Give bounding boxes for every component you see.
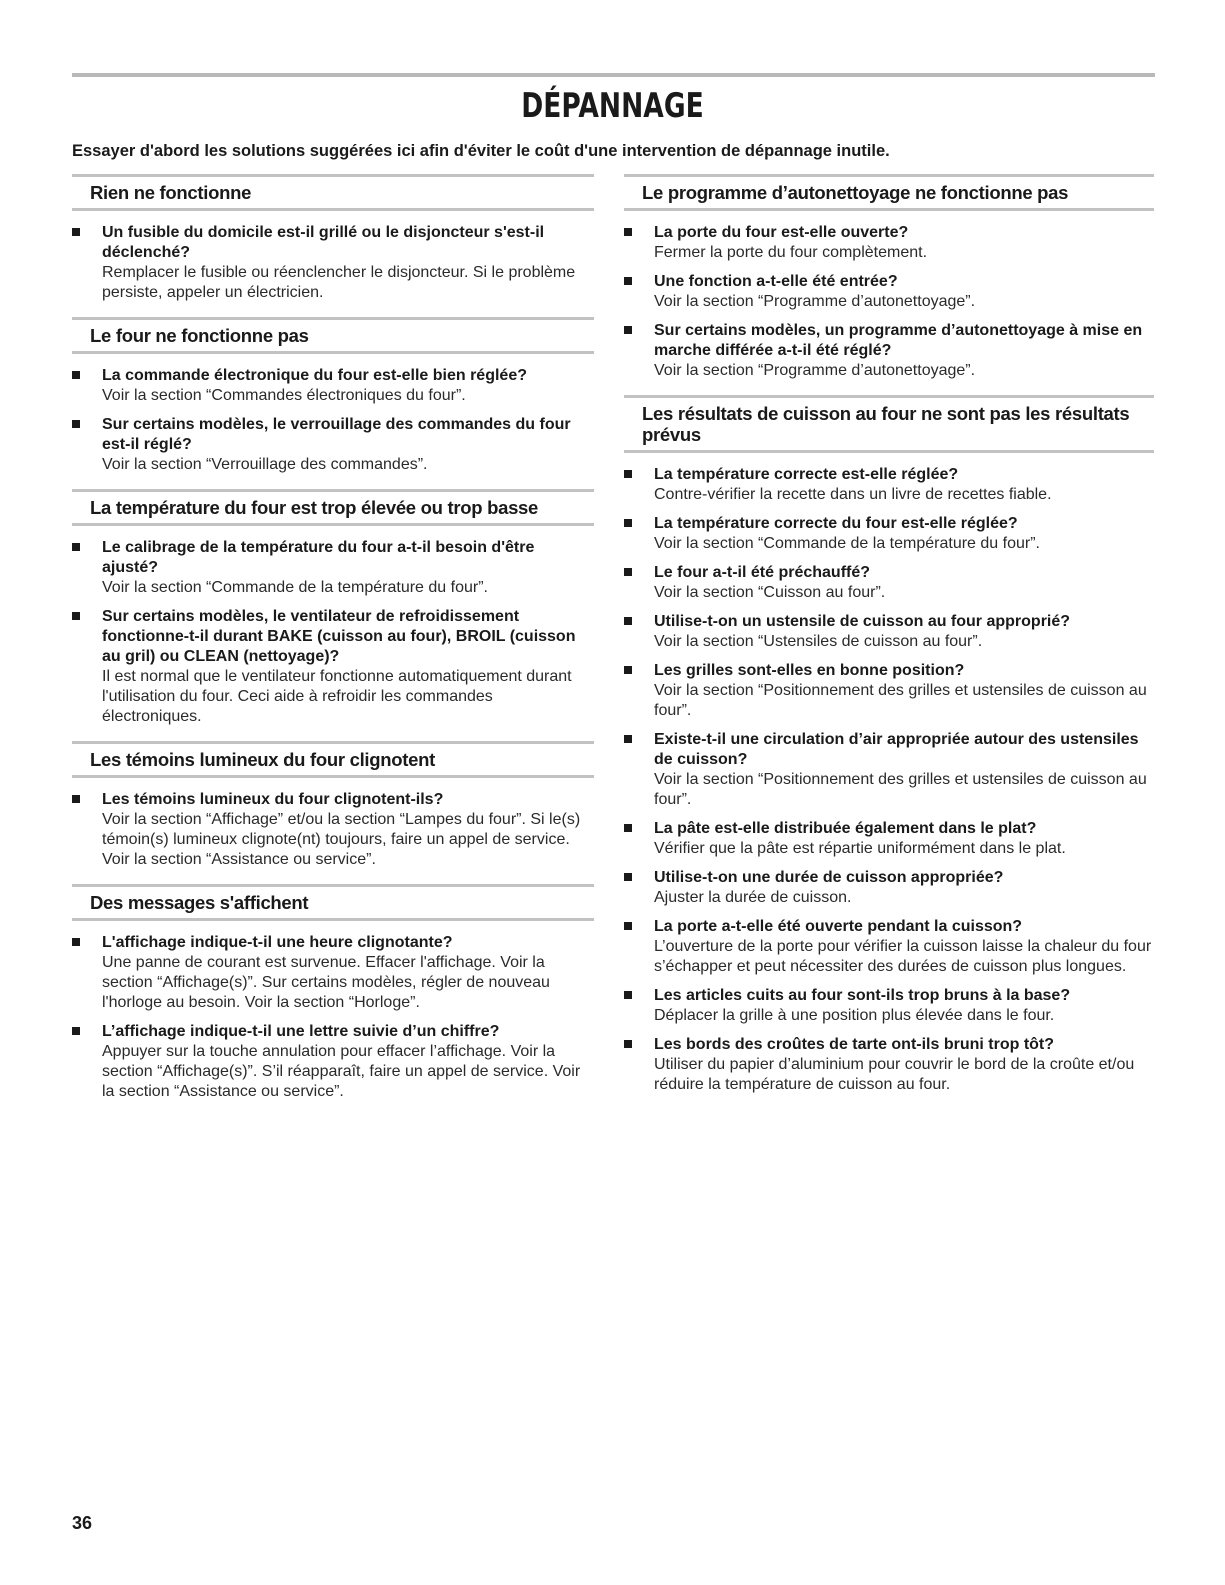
list-item xyxy=(72,223,594,303)
answer: Il est normal que le ventilateur fonctionne automatiquement durant l'utilisation du four. Ceci aide à refroidir les commandes électroniques. xyxy=(102,668,572,725)
bullet-icon xyxy=(72,1027,80,1035)
list-item xyxy=(624,612,1154,652)
bullet-icon xyxy=(624,617,632,625)
answer: Voir la section “Commande de la température du four”. xyxy=(654,535,1040,552)
top-rule xyxy=(72,73,1155,77)
list-item xyxy=(72,538,594,598)
bullet-icon xyxy=(624,326,632,334)
list-item xyxy=(624,321,1154,381)
bullet-icon xyxy=(72,795,80,803)
bullet-icon xyxy=(72,420,80,428)
bullet-icon xyxy=(624,277,632,285)
section-oven-temperature xyxy=(72,489,594,727)
question: Les bords des croûtes de tarte ont-ils bruni trop tôt? xyxy=(654,1036,1055,1053)
answer: Voir la section “Programme d’autonettoyage”. xyxy=(654,293,976,310)
answer: Remplacer le fusible ou réenclencher le disjoncteur. Si le problème persiste, appeler un électricien. xyxy=(102,264,576,301)
answer: Contre-vérifier la recette dans un livre de recettes fiable. xyxy=(654,486,1052,503)
section-oven-not-working xyxy=(72,317,594,475)
section-self-cleaning xyxy=(624,174,1154,381)
list-item xyxy=(624,1035,1154,1095)
section-heading: Des messages s'affichent xyxy=(90,892,309,913)
bullet-icon xyxy=(624,228,632,236)
question: Utilise-t-on une durée de cuisson appropriée? xyxy=(654,869,1004,886)
bullet-icon xyxy=(624,824,632,832)
question: Les témoins lumineux du four clignotent-ils? xyxy=(102,791,444,808)
answer: Utiliser du papier d’aluminium pour couvrir le bord de la croûte et/ou réduire la température de cuisson au four. xyxy=(654,1056,1135,1093)
list-item xyxy=(624,819,1154,859)
answer: Voir la section “Positionnement des grilles et ustensiles de cuisson au four”. xyxy=(654,682,1147,719)
bullet-icon xyxy=(72,543,80,551)
answer: Fermer la porte du four complètement. xyxy=(654,244,928,261)
answer: Voir la section “Commande de la température du four”. xyxy=(102,579,488,596)
right-column xyxy=(624,174,1154,1109)
answer: Voir la section “Programme d’autonettoyage”. xyxy=(654,362,976,379)
section-display-messages xyxy=(72,884,594,1102)
question: Une fonction a-t-elle été entrée? xyxy=(654,273,898,290)
section-header xyxy=(72,489,594,526)
section-baking-results xyxy=(624,395,1154,1095)
section-heading: La température du four est trop élevée ou trop basse xyxy=(90,497,539,518)
left-column xyxy=(72,174,594,1116)
bullet-icon xyxy=(72,228,80,236)
section-heading: Les résultats de cuisson au four ne sont pas les résultats prévus xyxy=(642,403,1130,445)
list-item xyxy=(624,223,1154,263)
bullet-icon xyxy=(624,991,632,999)
page-title: DÉPANNAGE xyxy=(521,86,704,126)
section-header xyxy=(72,741,594,778)
answer: Voir la section “Commandes électroniques du four”. xyxy=(102,387,466,404)
section-heading: Les témoins lumineux du four clignotent xyxy=(90,749,435,770)
question: Sur certains modèles, un programme d’autonettoyage à mise en marche différée a-t-il été réglé? xyxy=(654,322,1143,359)
list-item xyxy=(72,607,594,727)
question: Le calibrage de la température du four a-t-il besoin d'être ajusté? xyxy=(102,539,535,576)
list-item xyxy=(72,790,594,870)
section-header xyxy=(72,317,594,354)
section-header xyxy=(624,395,1154,453)
section-heading: Rien ne fonctionne xyxy=(90,182,252,203)
section-indicator-lights xyxy=(72,741,594,870)
question: Les grilles sont-elles en bonne position? xyxy=(654,662,965,679)
question: La température correcte du four est-elle réglée? xyxy=(654,515,1018,532)
list-item xyxy=(624,730,1154,810)
question: Existe-t-il une circulation d’air appropriée autour des ustensiles de cuisson? xyxy=(654,731,1139,768)
bullet-icon xyxy=(624,922,632,930)
answer: Voir la section “Verrouillage des commandes”. xyxy=(102,456,428,473)
question: Utilise-t-on un ustensile de cuisson au four approprié? xyxy=(654,613,1071,630)
answer: L’ouverture de la porte pour vérifier la cuisson laisse la chaleur du four s’échapper et peut nécessiter des durées de cuisson plus longues. xyxy=(654,938,1152,975)
bullet-icon xyxy=(72,938,80,946)
question: L'affichage indique-t-il une heure clignotante? xyxy=(102,934,453,951)
question: Un fusible du domicile est-il grillé ou le disjoncteur s'est-il déclenché? xyxy=(102,224,545,261)
section-heading: Le four ne fonctionne pas xyxy=(90,325,309,346)
list-item xyxy=(624,514,1154,554)
page-number: 36 xyxy=(72,1513,93,1533)
bullet-icon xyxy=(624,568,632,576)
answer: Voir la section “Positionnement des grilles et ustensiles de cuisson au four”. xyxy=(654,771,1147,808)
list-item xyxy=(72,933,594,1013)
bullet-icon xyxy=(624,873,632,881)
answer: Déplacer la grille à une position plus élevée dans le four. xyxy=(654,1007,1055,1024)
section-header xyxy=(72,884,594,921)
intro-text: Essayer d'abord les solutions suggérées ici afin d'éviter le coût d'une intervention de dépannage inutile. xyxy=(72,142,890,160)
list-item xyxy=(72,1022,594,1102)
bullet-icon xyxy=(72,371,80,379)
question: La commande électronique du four est-elle bien réglée? xyxy=(102,367,527,384)
question: Le four a-t-il été préchauffé? xyxy=(654,564,871,581)
list-item xyxy=(624,986,1154,1026)
answer: Une panne de courant est survenue. Effacer l'affichage. Voir la section “Affichage(s)”. Sur certains modèles, régler de nouveau l'horloge au besoin. Voir la section “Horloge”. xyxy=(102,954,550,1011)
section-header xyxy=(624,174,1154,211)
answer: Appuyer sur la touche annulation pour effacer l’affichage. Voir la section “Affichage(s)”. S’il réapparaît, faire un appel de service. Voir la section “Assistance ou service”. xyxy=(102,1043,581,1100)
list-item xyxy=(72,415,594,475)
section-heading: Le programme d’autonettoyage ne fonctionne pas xyxy=(642,182,1069,203)
answer: Voir la section “Ustensiles de cuisson au four”. xyxy=(654,633,983,650)
answer: Voir la section “Affichage” et/ou la section “Lampes du four”. Si le(s) témoin(s) lumineux clignote(nt) toujours, faire un appel de service. Voir la section “Assistance ou service”. xyxy=(102,811,581,868)
bullet-icon xyxy=(624,1040,632,1048)
question: Sur certains modèles, le ventilateur de refroidissement fonctionne-t-il durant BAKE (cuisson au four), BROIL (cuisson au gril) ou CLEAN (nettoyage)? xyxy=(102,608,576,665)
question: L’affichage indique-t-il une lettre suivie d’un chiffre? xyxy=(102,1023,500,1040)
question: La température correcte est-elle réglée? xyxy=(654,466,959,483)
answer: Vérifier que la pâte est répartie uniformément dans le plat. xyxy=(654,840,1066,857)
answer: Ajuster la durée de cuisson. xyxy=(654,889,852,906)
bullet-icon xyxy=(624,666,632,674)
question: Sur certains modèles, le verrouillage des commandes du four est-il réglé? xyxy=(102,416,571,453)
question: La porte a-t-elle été ouverte pendant la cuisson? xyxy=(654,918,1023,935)
list-item xyxy=(624,868,1154,908)
list-item xyxy=(624,272,1154,312)
question: La porte du four est-elle ouverte? xyxy=(654,224,909,241)
answer: Voir la section “Cuisson au four”. xyxy=(654,584,886,601)
bullet-icon xyxy=(624,470,632,478)
list-item xyxy=(624,917,1154,977)
list-item xyxy=(624,465,1154,505)
bullet-icon xyxy=(72,612,80,620)
list-item xyxy=(624,563,1154,603)
list-item xyxy=(72,366,594,406)
question: La pâte est-elle distribuée également dans le plat? xyxy=(654,820,1037,837)
bullet-icon xyxy=(624,735,632,743)
section-nothing-works xyxy=(72,174,594,303)
bullet-icon xyxy=(624,519,632,527)
section-header xyxy=(72,174,594,211)
list-item xyxy=(624,661,1154,721)
question: Les articles cuits au four sont-ils trop bruns à la base? xyxy=(654,987,1071,1004)
